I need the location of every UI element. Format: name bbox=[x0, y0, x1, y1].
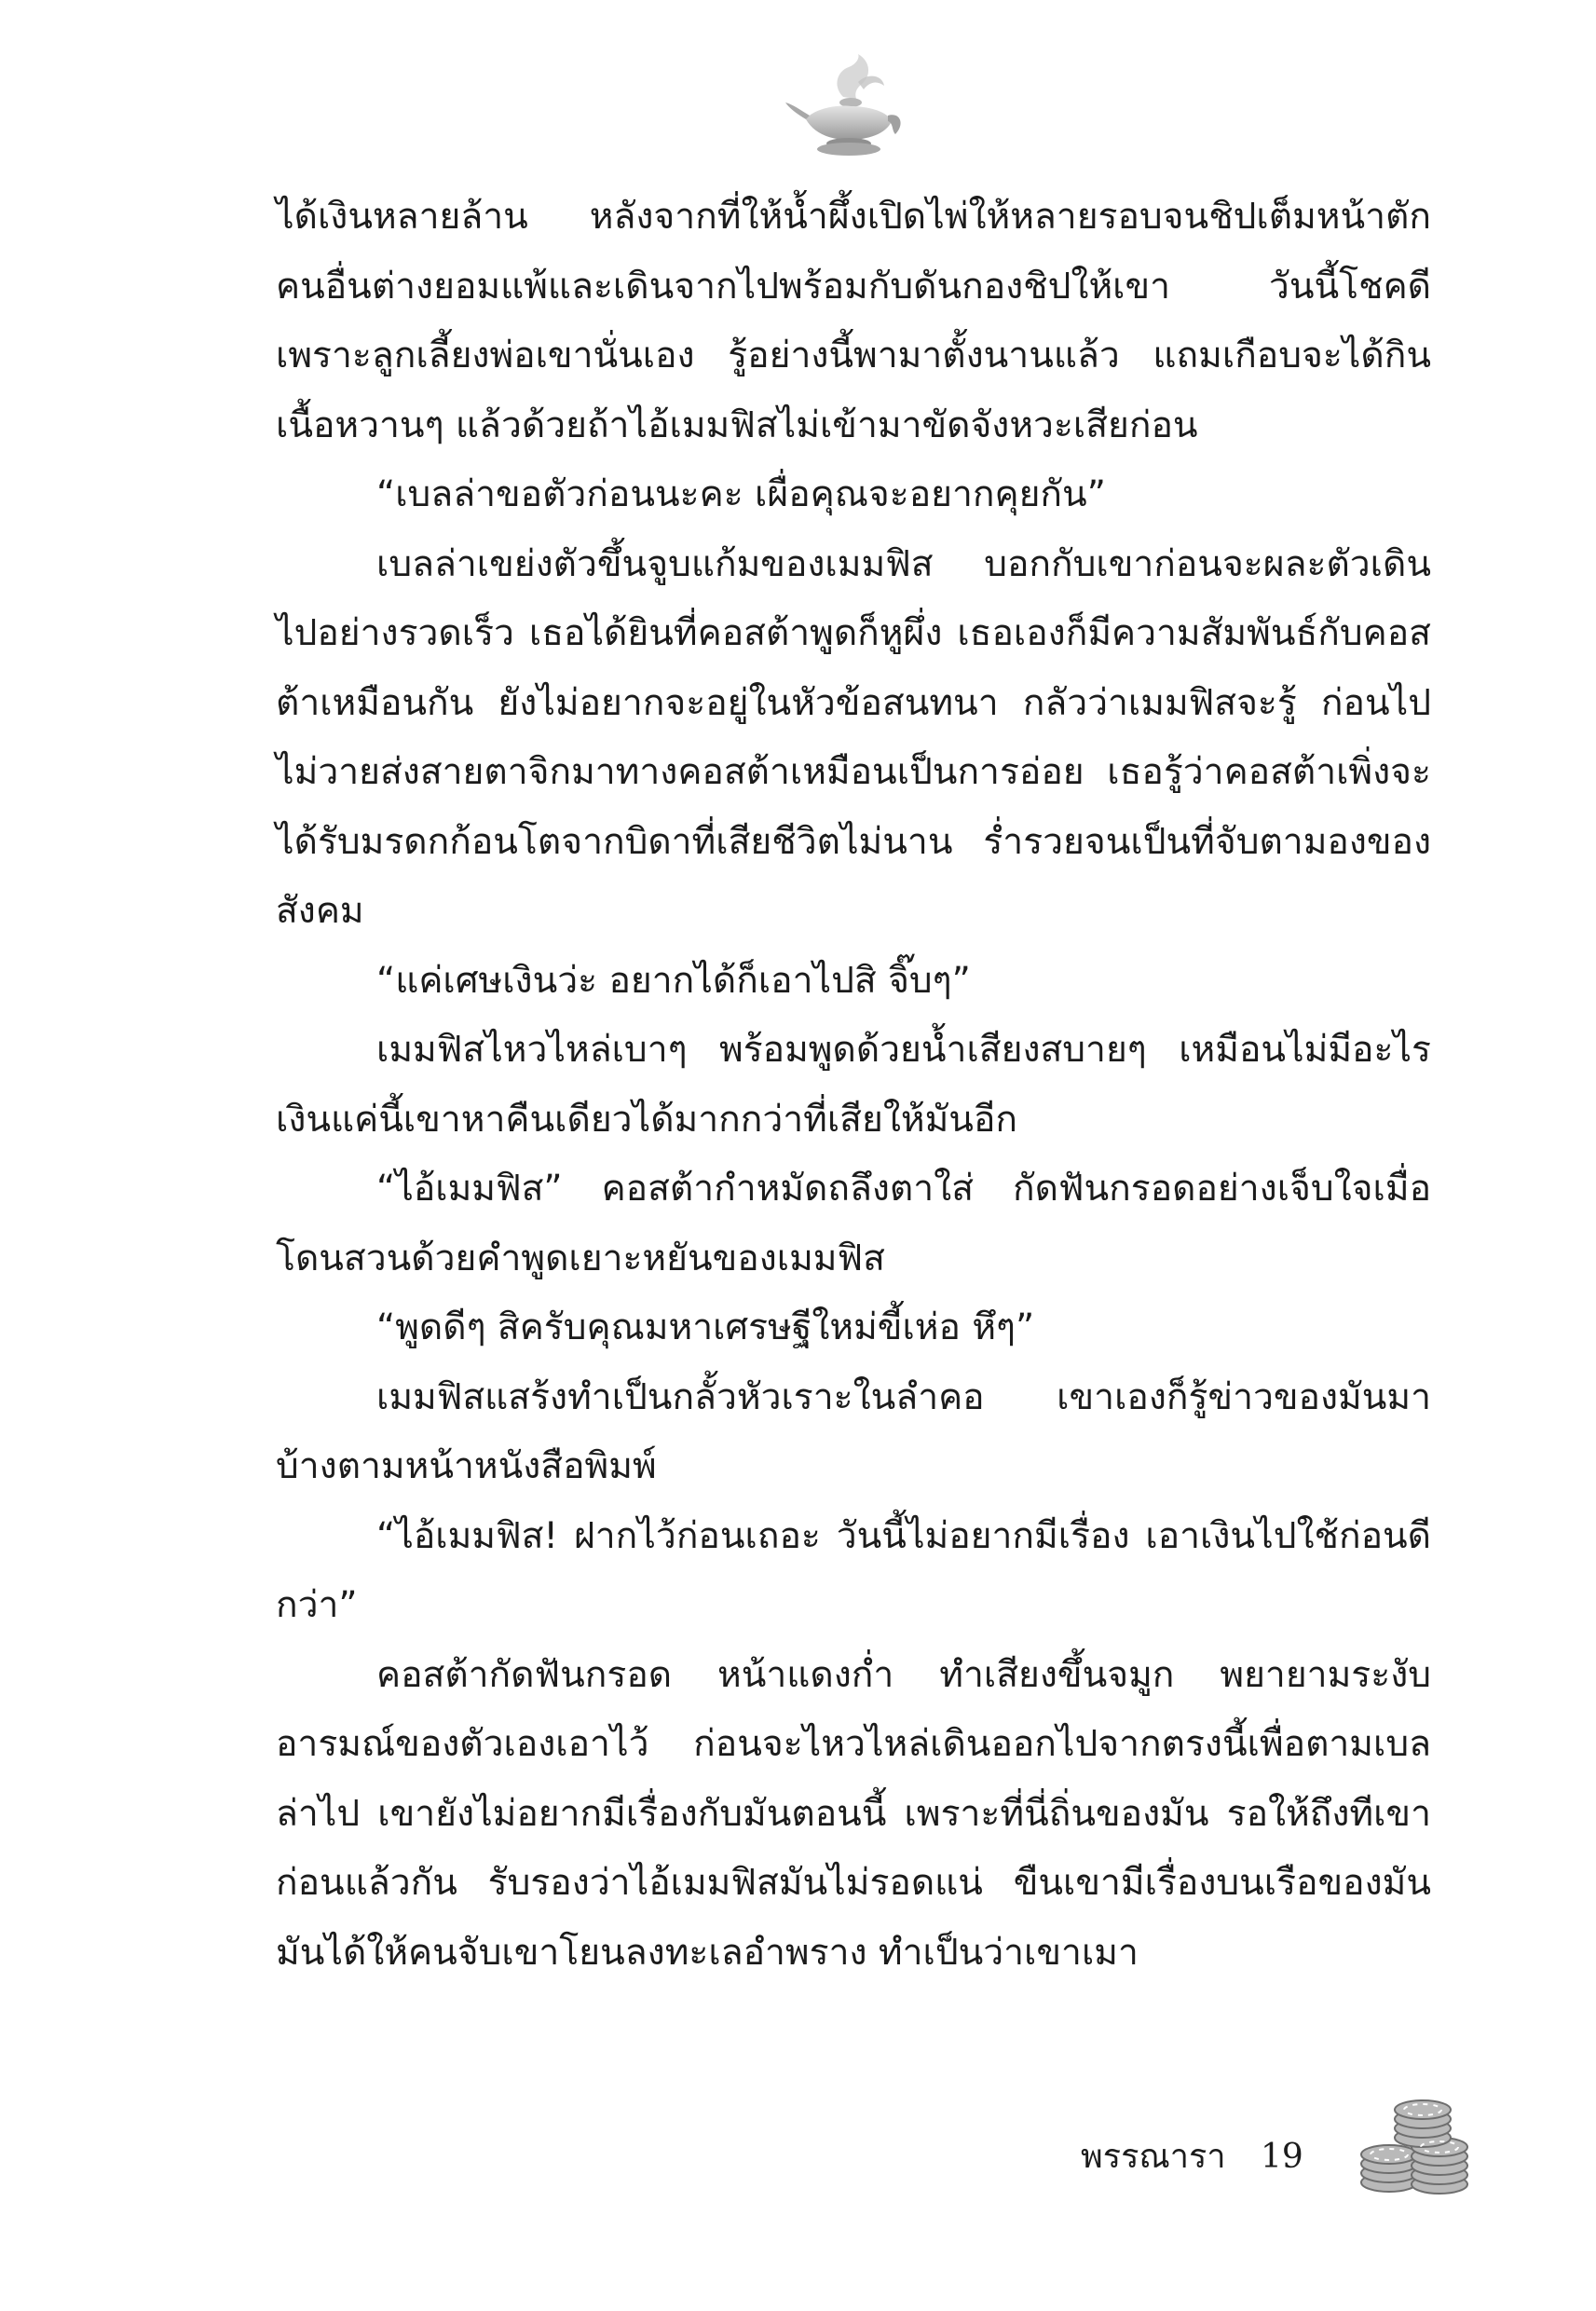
paragraph: “เบลล่าขอตัวก่อนนะคะ เผื่อคุณจะอยากคุยกัน” bbox=[376, 473, 1106, 515]
paragraph: ได้เงินหลายล้าน หลังจากที่ให้น้ำผึ้งเปิดไพ่ให้หลายรอบจนชิปเต็มหน้าตัก คนอื่นต่างยอมแพ้และเดินจากไปพร้อมกับดันกองชิปให้เขา วันนี้โชคดีเพราะลูกเลี้ยงพ่อเขานั่นเอง รู้อย่างนี้พามาตั้งนานแล้ว แถมเกือบจะได้กินเนื้อหวานๆ แล้วด้วยถ้าไอ้เมมฟิสไม่เข้ามาขัดจังหวะเสียก่อน bbox=[276, 196, 1431, 446]
paragraph: “ไอ้เมมฟิส” คอสต้ากำหมัดถลึงตาใส่ กัดฟันกรอดอย่างเจ็บใจเมื่อโดนสวนด้วยคำพูดเยาะหยันของเมมฟิส bbox=[276, 1168, 1431, 1279]
paragraph: “ไอ้เมมฟิส! ฝากไว้ก่อนเถอะ วันนี้ไม่อยากมีเรื่อง เอาเงินไปใช้ก่อนดีกว่า” bbox=[276, 1514, 1431, 1626]
paragraph: เบลล่าเขย่งตัวขึ้นจูบแก้มของเมมฟิส บอกกับเขาก่อนจะผละตัวเดินไปอย่างรวดเร็ว เธอได้ยินที่คอสต้าพูดก็หูผึ่ง เธอเองก็มีความสัมพันธ์กับคอสต้าเหมือนกัน ยังไม่อยากจะอยู่ในหัวข้อสนทนา กลัวว่าเมมฟิสจะรู้ ก่อนไปไม่วายส่งสายตาจิกมาทางคอสต้าเหมือนเป็นการอ่อย เธอรู้ว่าคอสต้าเพิ่งจะได้รับมรดกก้อนโตจากบิดาที่เสียชีวิตไม่นาน ร่ำรวยจนเป็นที่จับตามองของสังคม bbox=[276, 542, 1431, 932]
chapter-text bbox=[276, 183, 1431, 1988]
page-number: 19 bbox=[1261, 2138, 1303, 2176]
paragraph: “พูดดีๆ สิครับคุณมหาเศรษฐีใหม่ขี้เห่อ หึๆ” bbox=[376, 1306, 1035, 1348]
paragraph: เมมฟิสไหวไหล่เบาๆ พร้อมพูดด้วยน้ำเสียงสบายๆ เหมือนไม่มีอะไร เงินแค่นี้เขาหาคืนเดียวได้มากกว่าที่เสียให้มันอีก bbox=[276, 1029, 1431, 1141]
book-title: พรรณารา bbox=[1081, 2138, 1226, 2176]
casino-chips-icon bbox=[1356, 2097, 1477, 2199]
paragraph: คอสต้ากัดฟันกรอด หน้าแดงก่ำ ทำเสียงขึ้นจมูก พยายามระงับอารมณ์ของตัวเองเอาไว้ ก่อนจะไหวไหล่เดินออกไปจากตรงนี้เพื่อตามเบลล่าไป เขายังไม่อยากมีเรื่องกับมันตอนนี้ เพราะที่นี่ถิ่นของมัน รอให้ถึงทีเขาก่อนแล้วกัน รับรองว่าไอ้เมมฟิสมันไม่รอดแน่ ขืนเขามีเรื่องบนเรือของมัน มันได้ให้คนจับเขาโยนลงทะเลอำพราง ทำเป็นว่าเขาเมา bbox=[276, 1653, 1431, 1974]
magic-lamp-icon bbox=[785, 54, 907, 166]
paragraph: เมมฟิสแสร้งทำเป็นกลั้วหัวเราะในลำคอ เขาเองก็รู้ข่าวของมันมาบ้างตามหน้าหนังสือพิมพ์ bbox=[276, 1375, 1431, 1487]
paragraph: “แค่เศษเงินว่ะ อยากได้ก็เอาไปสิ จิ๊บๆ” bbox=[376, 959, 971, 1002]
page-footer bbox=[1081, 2129, 1303, 2182]
